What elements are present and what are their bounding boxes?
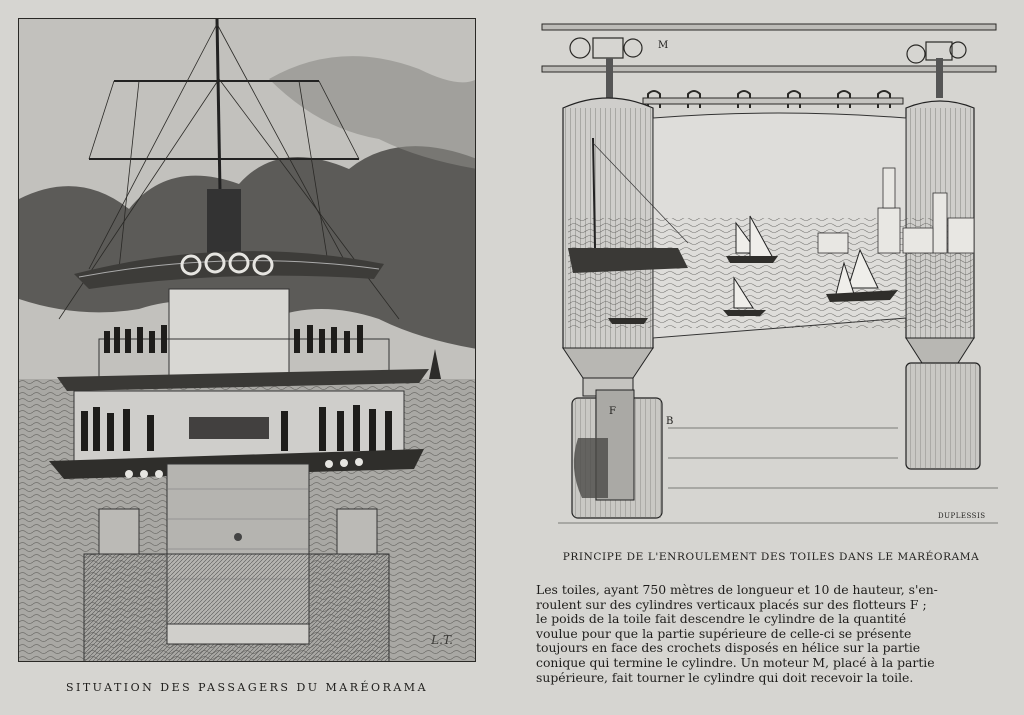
paragraph-line: le poids de la toile fait descendre le cylindre de la quantité bbox=[536, 611, 907, 627]
roller-mechanism-engraving bbox=[538, 18, 1008, 533]
description-paragraph bbox=[536, 583, 1010, 685]
right-figure-caption: PRINCIPE DE L'ENROULEMENT DES TOILES DANS LE MARÉORAMA bbox=[562, 551, 980, 563]
paragraph-line: roulent sur des cylindres verticaux placés sur des flotteurs F ; bbox=[536, 596, 927, 612]
motor-label: M bbox=[658, 40, 669, 51]
paragraph-line: voulue pour que la partie supérieure de celle-ci se présente bbox=[536, 625, 912, 641]
paragraph-line: supérieure, fait tourner le cylindre qui doit recevoir la toile. bbox=[536, 669, 914, 685]
ship-deck-illustration bbox=[18, 18, 476, 662]
base-label: B bbox=[666, 416, 674, 427]
ship-deck-engraving bbox=[19, 19, 476, 662]
artist-signature: L.T. bbox=[431, 633, 453, 647]
paragraph-line: conique qui termine le cylindre. Un moteur M, placé à la partie bbox=[536, 654, 935, 670]
left-figure-caption: SITUATION DES PASSAGERS DU MARÉORAMA bbox=[65, 681, 429, 694]
canvas-roller-diagram bbox=[538, 18, 1008, 533]
paragraph-line: toujours en face des crochets disposés en hélice sur la partie bbox=[536, 640, 921, 656]
engraver-signature: DUPLESSIS bbox=[938, 512, 986, 520]
paragraph-line: Les toiles, ayant 750 mètres de longueur et 10 de hauteur, s'en- bbox=[536, 582, 938, 597]
float-label: F bbox=[609, 406, 616, 417]
